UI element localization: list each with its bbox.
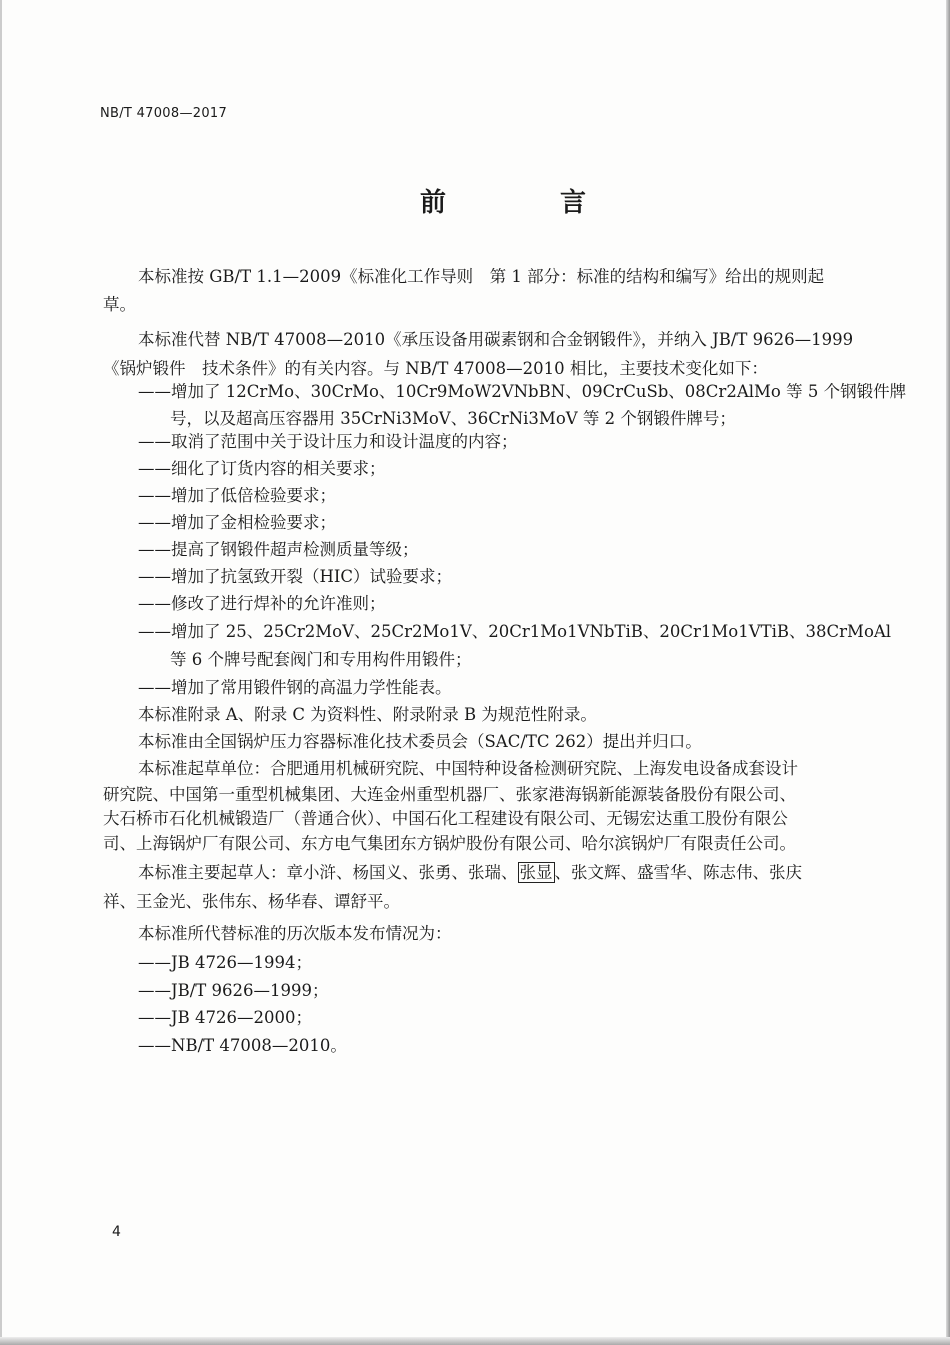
text-line: 本标准起草单位：合肥通用机械研究院、中国特种设备检测研究院、上海发电设备成套设计 (138, 759, 798, 778)
list-item: ——JB 4726—1994； (138, 953, 312, 972)
list-item: ——增加了常用锻件钢的高温力学性能表。 (138, 678, 452, 697)
list-item: ——增加了 12CrMo、30CrMo、10Cr9MoW2VNbBN、09CrCuSb、08Cr2AlMo 等 5 个钢锻件牌 (138, 382, 907, 401)
list-item: ——提高了钢锻件超声检测质量等级； (138, 540, 419, 559)
list-item: ——NB/T 47008—2010。 (138, 1036, 347, 1055)
text-line: 号，以及超高压容器用 35CrNi3MoV、36CrNi3MoV 等 2 个钢锻件牌号； (170, 409, 736, 428)
drafters-text: 本标准主要起草人：章小浒、杨国义、张勇、张瑞、 (138, 863, 518, 882)
list-item: ——增加了 25、25Cr2MoV、25Cr2Mo1V、20Cr1Mo1VNbTiB、20Cr1Mo1VTiB、38CrMoAl (138, 622, 892, 641)
text-line: 大石桥市石化机械锻造厂（普通合伙）、中国石化工程建设有限公司、无锡宏达重工股份有限公 (103, 809, 788, 828)
list-item: ——细化了订货内容的相关要求； (138, 459, 386, 478)
scan-edge (946, 0, 950, 1345)
page-title: 前 言 (420, 188, 631, 218)
text-line: 本标准附录 A、附录 C 为资料性、附录附录 B 为规范性附录。 (138, 705, 597, 724)
list-item: ——修改了进行焊补的允许准则； (138, 594, 386, 613)
text-line: 研究院、中国第一重型机械集团、大连金州重型机器厂、张家港海锅新能源装备股份有限公司、 (103, 785, 796, 804)
boxed-name: 张显 (519, 863, 553, 882)
text-line: 本标准代替 NB/T 47008—2010《承压设备用碳素钢和合金钢锻件》，并纳入 JB/T 9626—1999 (138, 330, 854, 349)
text-line: 司、上海锅炉厂有限公司、东方电气集团东方锅炉股份有限公司、哈尔滨锅炉厂有限责任公司。 (103, 834, 796, 853)
text-line: 祥、王金光、张伟东、杨华春、谭舒平。 (103, 892, 400, 911)
scan-edge (0, 1337, 950, 1345)
scan-edge (0, 0, 2, 1345)
list-item: ——增加了低倍检验要求； (138, 486, 336, 505)
list-item: ——JB/T 9626—1999； (138, 981, 329, 1000)
list-item: ——增加了金相检验要求； (138, 513, 336, 532)
standard-number-header: NB/T 47008—2017 (100, 106, 228, 121)
text-line: 草。 (103, 295, 136, 314)
list-item: ——取消了范围中关于设计压力和设计温度的内容； (138, 432, 518, 451)
text-line: 本标准按 GB/T 1.1—2009《标准化工作导则 第 1 部分：标准的结构和编写》给出的规则起 (138, 267, 825, 286)
text-line: 本标准所代替标准的历次版本发布情况为： (138, 924, 452, 943)
text-line: 《锅炉锻件 技术条件》的有关内容。与 NB/T 47008—2010 相比，主要技术变化如下： (103, 359, 768, 378)
page-number: 4 (112, 1224, 121, 1240)
list-item: ——增加了抗氢致开裂（HIC）试验要求； (138, 567, 453, 586)
drafters-text: 、张文辉、盛雪华、陈志伟、张庆 (554, 863, 802, 882)
list-item: ——JB 4726—2000； (138, 1008, 312, 1027)
text-line: 等 6 个牌号配套阀门和专用构件用锻件； (170, 650, 472, 669)
drafters-line (138, 862, 802, 884)
text-line: 本标准由全国锅炉压力容器标准化技术委员会（SAC/TC 262）提出并归口。 (138, 732, 702, 751)
